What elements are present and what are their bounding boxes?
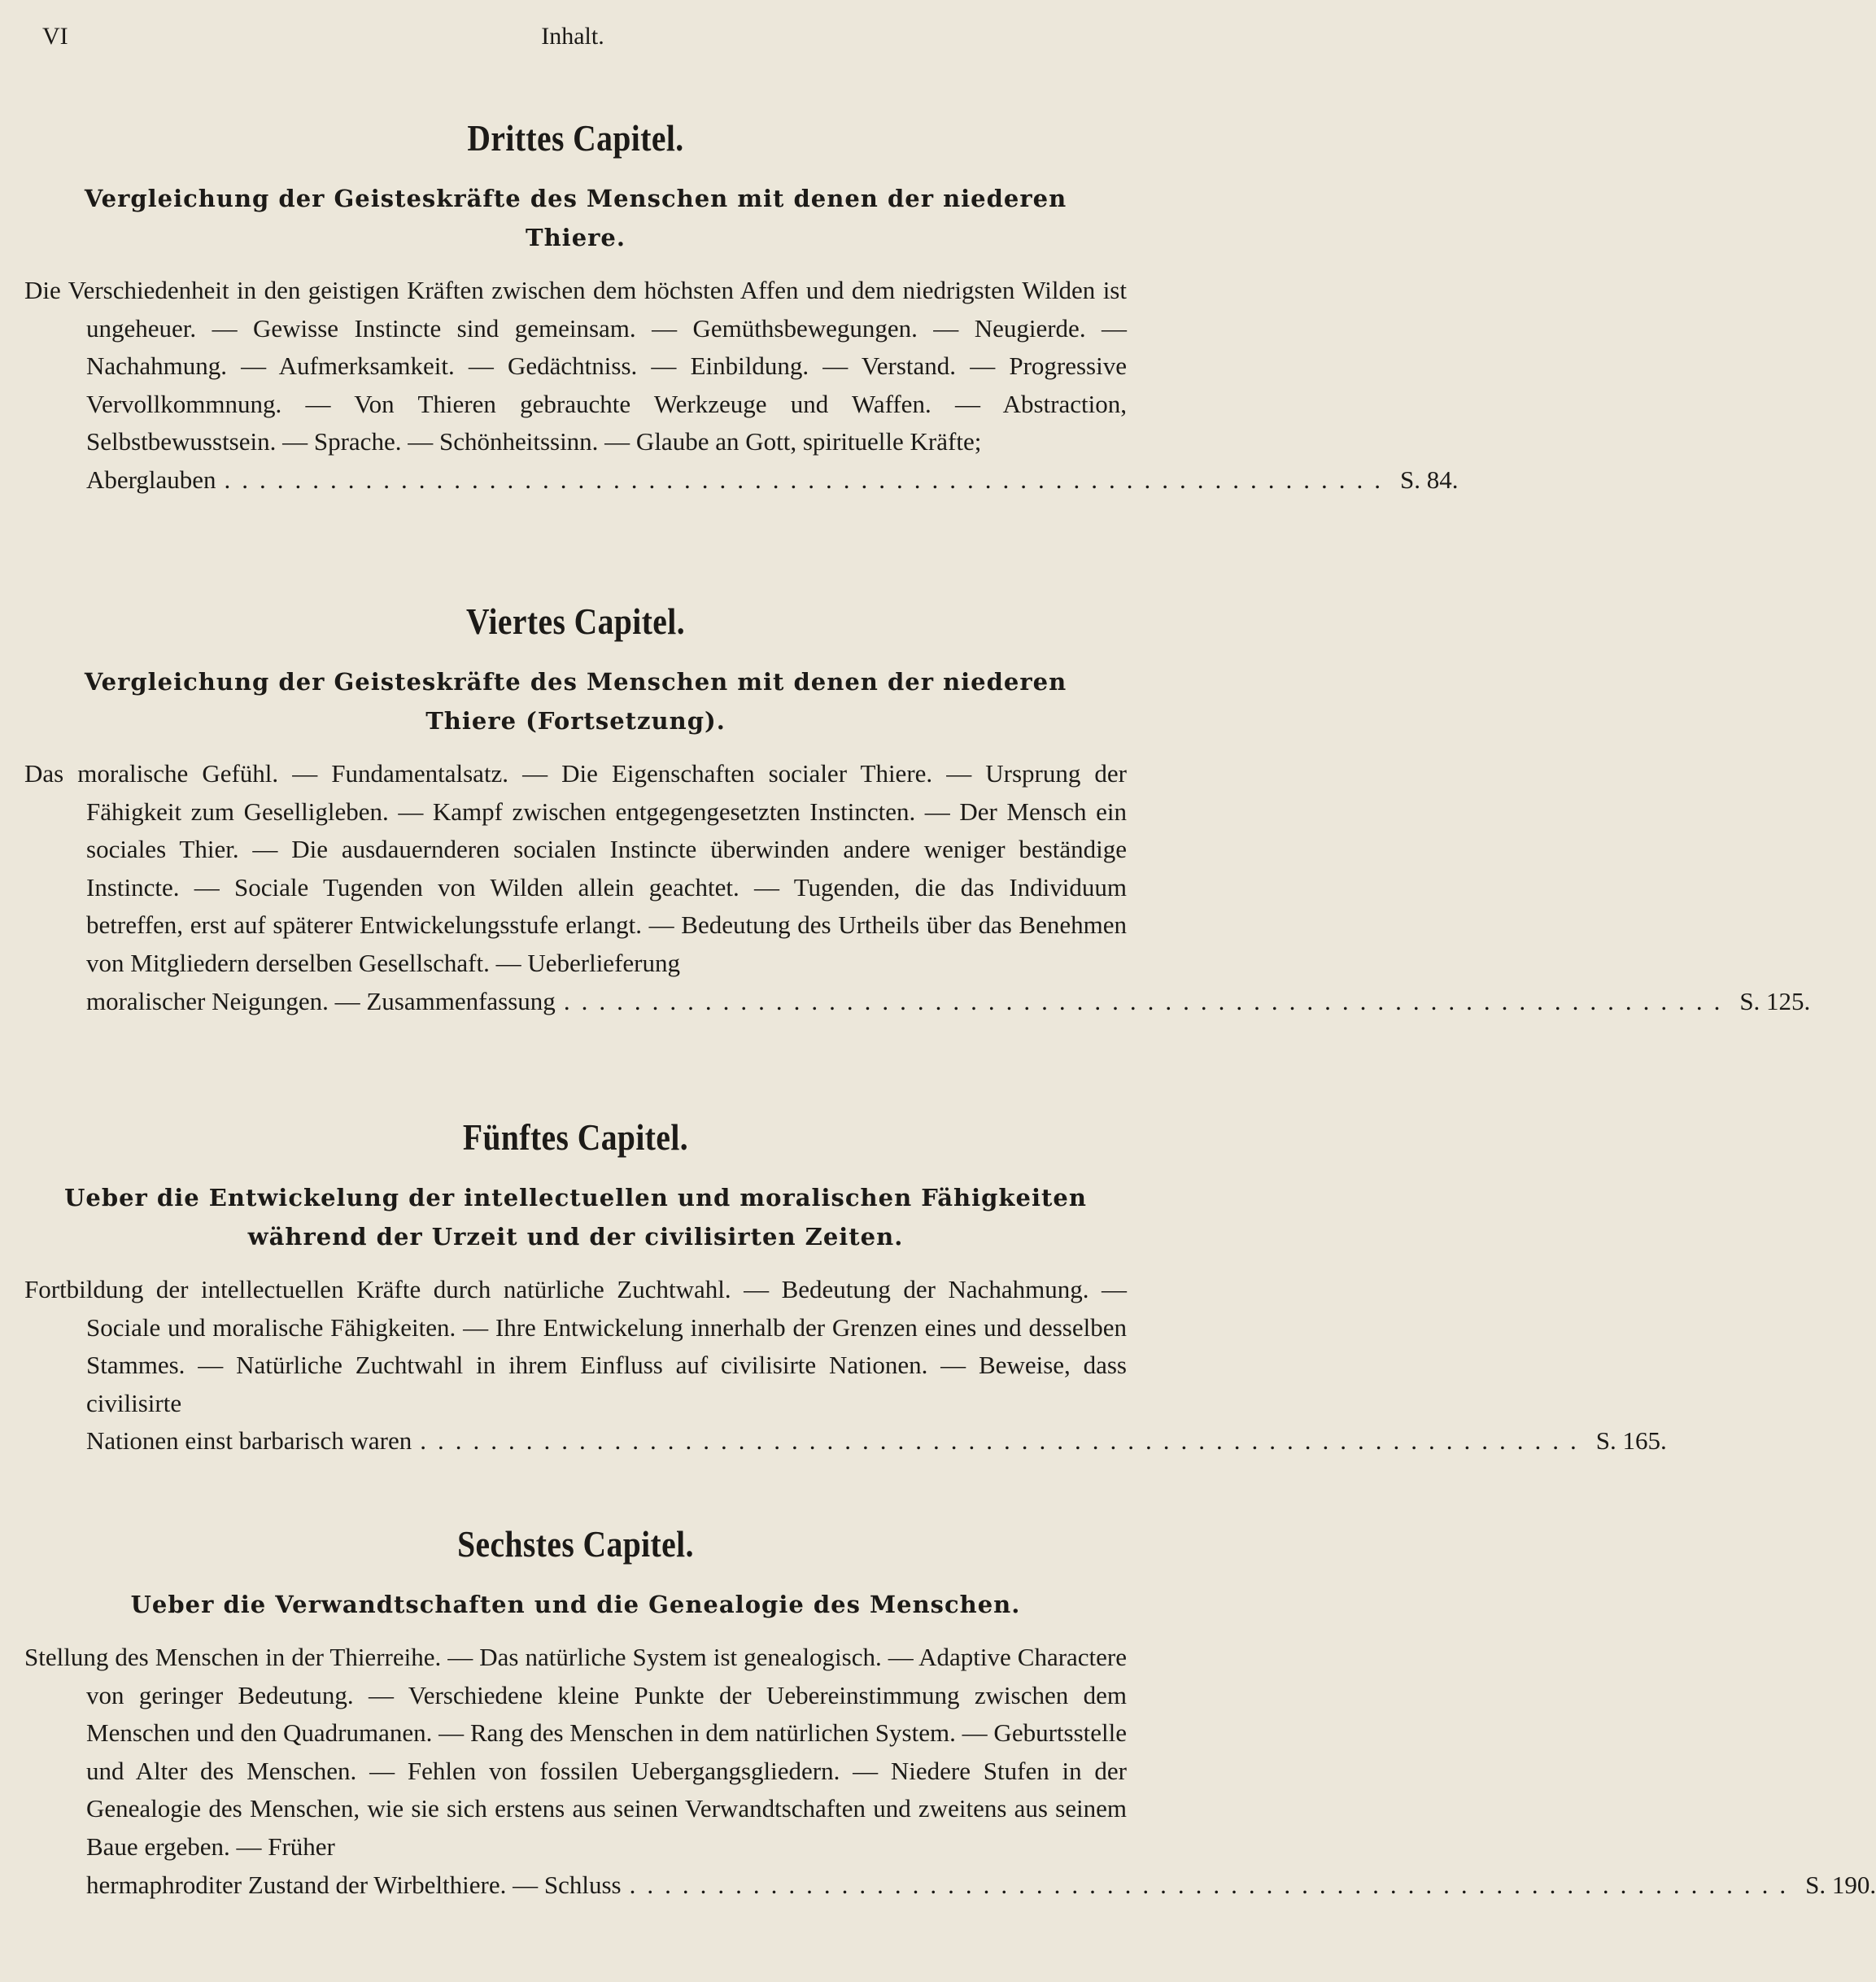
chapter-3 xyxy=(24,116,1459,500)
dot-leader: .................................................................. xyxy=(563,986,1732,1015)
summary-last-text: Nationen einst barbarisch waren xyxy=(86,1426,412,1456)
running-head xyxy=(42,23,1103,55)
summary-last-line xyxy=(86,1866,1876,1905)
chapter-subtitle: Vergleichung der Geisteskräfte des Menschen mit denen der niederen Thiere. xyxy=(84,185,1067,251)
dot-leader: .................................................................. xyxy=(224,465,1393,494)
page-reference: S. 190. xyxy=(1805,1870,1876,1899)
summary-last-line xyxy=(86,1422,1667,1460)
summary-text: Das moralische Gefühl. — Fundamentalsatz. — Die Eigenschaften socialer Thiere. — Ursprung der Fähigkeit zum Geselligleben. — Kampf zwischen entgegengesetzten Instincten. — Der Mensch ein sociales Thier. — Die ausdauernderen socialen Instincte überwinden andere weniger beständige Instincte. — Sociale Tugenden von Wilden allein geachtet. — Tugenden, die das Individuum betreffen, erst auf späterer Entwickelungsstufe erlangt. — Bedeutung des Urtheils über das Benehmen von Mitgliedern derselben Gesellschaft. — Ueberlieferung xyxy=(24,759,1127,977)
page-reference: S. 84. xyxy=(1400,465,1459,494)
summary-text: Stellung des Menschen in der Thierreihe. — Das natürliche System ist genealogisch. — Adaptive Charactere von geringer Bedeutung. — Verschiedene kleine Punkte der Uebereinstimmung zwischen dem Menschen und den Quadrumanen. — Rang des Menschen in dem natürlichen System. — Geburtsstelle und Alter des Menschen. — Fehlen von fossilen Uebergangsgliedern. — Niedere Stufen in der Genealogie des Menschen, wie sie sich erstens aus seinen Verwandtschaften und zweitens aus seinem Baue ergeben. — Früher xyxy=(24,1643,1127,1861)
chapter-4 xyxy=(24,599,1811,1020)
summary-last-line xyxy=(86,461,1459,500)
chapter-summary xyxy=(24,1639,1876,1904)
chapter-title: Viertes Capitel. xyxy=(465,600,686,642)
summary-last-text: moralischer Neigungen. — Zusammenfassung xyxy=(86,986,556,1015)
dot-leader: .................................................................. xyxy=(629,1870,1798,1899)
page-reference: S. 125. xyxy=(1739,986,1811,1015)
chapter-title: Sechstes Capitel. xyxy=(457,1523,694,1565)
chapter-summary xyxy=(24,755,1811,1020)
chapter-summary xyxy=(24,1271,1667,1460)
summary-text: Die Verschiedenheit in den geistigen Kräften zwischen dem höchsten Affen und dem niedrigsten Wilden ist ungeheuer. — Gewisse Instincte sind gemeinsam. — Gemüthsbewegungen. — Neugierde. — Nachahmung. — Aufmerksamkeit. — Gedächtniss. — Einbildung. — Verstand. — Progressive Vervollkommnung. — Von Thieren gebrauchte Werkzeuge und Waffen. — Abstraction, Selbstbewusstsein. — Sprache. — Schönheitssinn. — Glaube an Gott, spirituelle Kräfte; xyxy=(24,276,1127,456)
page-reference: S. 165. xyxy=(1595,1426,1667,1456)
chapter-5 xyxy=(24,1115,1667,1460)
page-number: VI xyxy=(42,23,68,50)
chapter-6 xyxy=(24,1521,1876,1904)
summary-text: Fortbildung der intellectuellen Kräfte durch natürliche Zuchtwahl. — Bedeutung der Nachahmung. — Sociale und moralische Fähigkeiten. — Ihre Entwickelung innerhalb der Grenzen eines und desselben Stammes. — Natürliche Zuchtwahl in ihrem Einfluss auf civilisirte Nationen. — Beweise, dass civilisirte xyxy=(24,1275,1127,1417)
summary-last-text: Aberglauben xyxy=(86,465,216,494)
running-title: Inhalt. xyxy=(541,23,604,50)
chapter-title: Fünftes Capitel. xyxy=(462,1116,689,1158)
chapter-subtitle: Ueber die Entwickelung der intellectuellen und moralischen Fähigkeiten während der Urzeit und der civilisirten Zeiten. xyxy=(64,1184,1087,1251)
chapter-subtitle: Vergleichung der Geisteskräfte des Menschen mit denen der niederen Thiere (Fortsetzung). xyxy=(84,668,1067,735)
dot-leader: .................................................................. xyxy=(420,1426,1588,1456)
chapter-summary xyxy=(24,272,1459,500)
chapter-subtitle: Ueber die Verwandtschaften und die Genealogie des Menschen. xyxy=(130,1591,1021,1618)
summary-last-text: hermaphroditer Zustand der Wirbelthiere. — Schluss xyxy=(86,1870,622,1899)
chapter-title: Drittes Capitel. xyxy=(467,117,684,159)
summary-last-line xyxy=(86,983,1811,1021)
